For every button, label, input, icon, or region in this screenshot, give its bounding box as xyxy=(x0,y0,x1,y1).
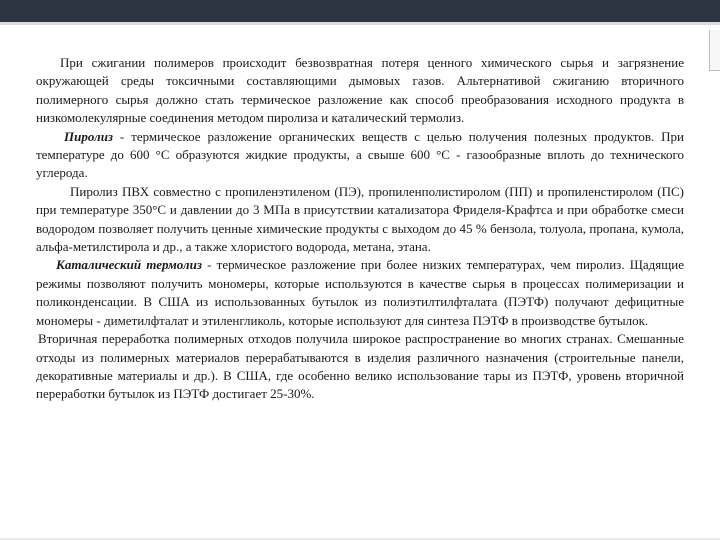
slide-text-body xyxy=(36,54,684,404)
paragraph-pyrolysis-definition xyxy=(36,128,684,183)
paragraph-pvc-pyrolysis: Пиролиз ПВХ совместно с пропиленэтиленом (ПЭ), пропиленполистиролом (ПП) и пропиленстиролом (ПС) при температуре 350°С и давлении до 3 МПа в присутствии катализатора Фриделя-Крафтса и при обработке смеси водородом позволяет получить ценные химические продукты с выходом до 45 % бензола, толуола, пропана, кумола, альфа-метилстирола и др., а также хлористого водорода, метана, этана. xyxy=(36,183,684,255)
paragraph-catalytic-thermolysis xyxy=(36,256,684,330)
header-divider xyxy=(0,22,720,25)
paragraph-recycling: Вторичная переработка полимерных отходов получила широкое распространение во многих странах. Смешанные отходы из полимерных материалов перерабатываются в изделия различного назначения (строительные панели, декоративные материалы и др.). В США, где особенно велико использование тары из ПЭТФ, уровень вторичной переработки бутылок из ПЭТФ достигает 25-30%. xyxy=(36,331,684,402)
term-catalytic-thermolysis: Каталический термолиз xyxy=(56,257,202,273)
term-pyrolysis: Пиролиз xyxy=(64,128,113,144)
pyrolysis-definition-text: - термическое разложение органических веществ с целью получения полезных продуктов. При температуре до 600 °С образуются жидкие продукты, а свыше 600 °С - газообразные вплоть до технического углерода. xyxy=(36,128,684,181)
catalytic-thermolysis-text: - термическое разложение при более низких температурах, чем пиролиз. Щадящие режимы позволяют получить мономеры, которые используются в качестве сырья в процессах полимеризации и поликонденсации. В США из использованных бутылок из полиэтилтилфталата (ПЭТФ) получают дефицитные мономеры - диметилфталат и этиленгликоль, которые используют для синтеза ПЭТФ в производстве бутылок. xyxy=(36,257,684,328)
slide-header-bar xyxy=(0,0,720,22)
corner-decoration xyxy=(709,30,720,71)
paragraph-combustion: При сжигании полимеров происходит безвозвратная потеря ценного химического сырья и загрязнение окружающей среды токсичными составляющими дымовых газов. Альтернативой сжиганию вторичного полимерного сырья должно стать термическое разложение как способ преобразования исходного продукта в низкомолекулярные соединения методом пиролиза и каталический термолиз. xyxy=(36,55,684,126)
